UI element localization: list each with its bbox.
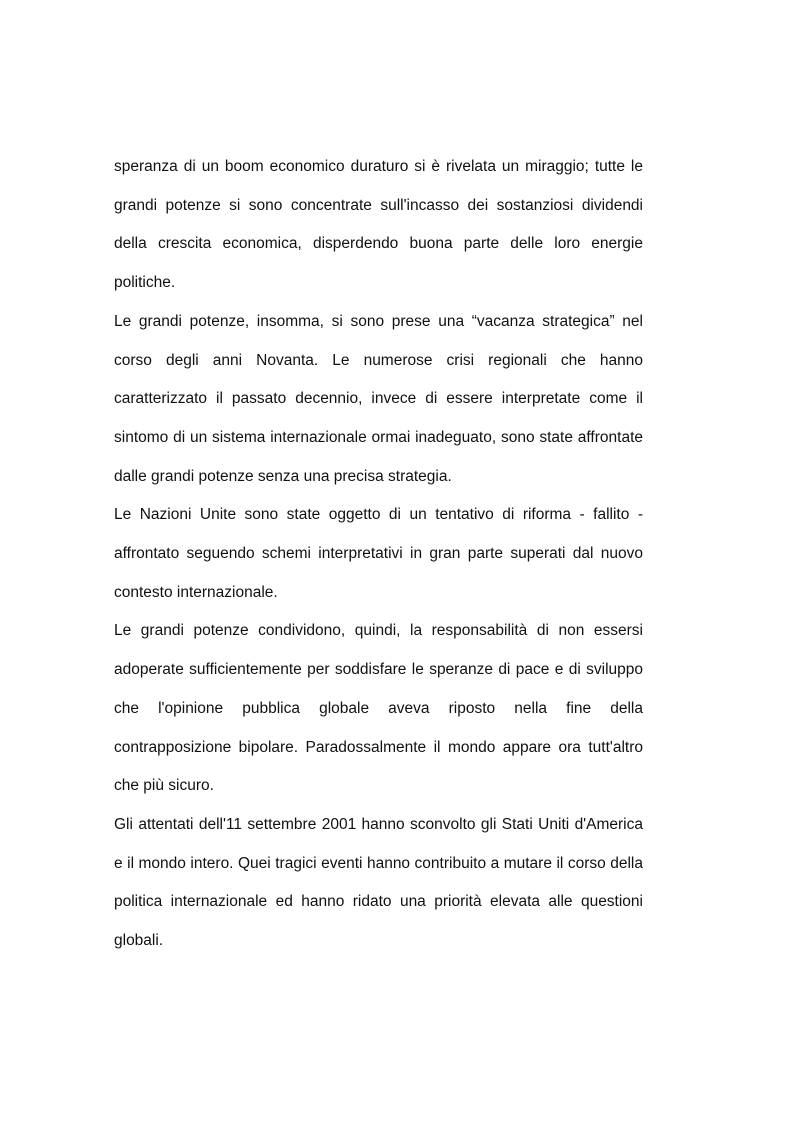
paragraph: Le grandi potenze, insomma, si sono prese una “vacanza strategica” nel corso degli anni Novanta. Le numerose crisi regionali che hanno caratterizzato il passato decennio, invece di essere interpretate come il sintomo di un sistema internazionale ormai inadeguato, sono state affrontate dalle grandi potenze senza una precisa strategia.: [114, 312, 643, 485]
paragraph: Le grandi potenze condividono, quindi, la responsabilità di non essersi adoperate sufficientemente per soddisfare le speranze di pace e di sviluppo che l'opinione pubblica globale aveva riposto nella fine della contrapposizione bipolare. Paradossalmente il mondo appare ora tutt'altro che più sicuro.: [114, 622, 643, 795]
body-text: [114, 148, 643, 961]
paragraph: Gli attentati dell'11 settembre 2001 hanno sconvolto gli Stati Uniti d'America e il mondo intero. Quei tragici eventi hanno contribuito a mutare il corso della politica internazionale ed hanno ridato una priorità elevata alle questioni globali.: [114, 815, 643, 950]
paragraph: speranza di un boom economico duraturo si è rivelata un miraggio; tutte le grandi potenze si sono concentrate sull'incasso dei sostanziosi dividendi della crescita economica, disperdendo buona parte delle loro energie politiche.: [114, 158, 643, 292]
paragraph: Le Nazioni Unite sono state oggetto di un tentativo di riforma - fallito - affrontato seguendo schemi interpretativi in gran parte superati dal nuovo contesto internazionale.: [114, 506, 643, 601]
